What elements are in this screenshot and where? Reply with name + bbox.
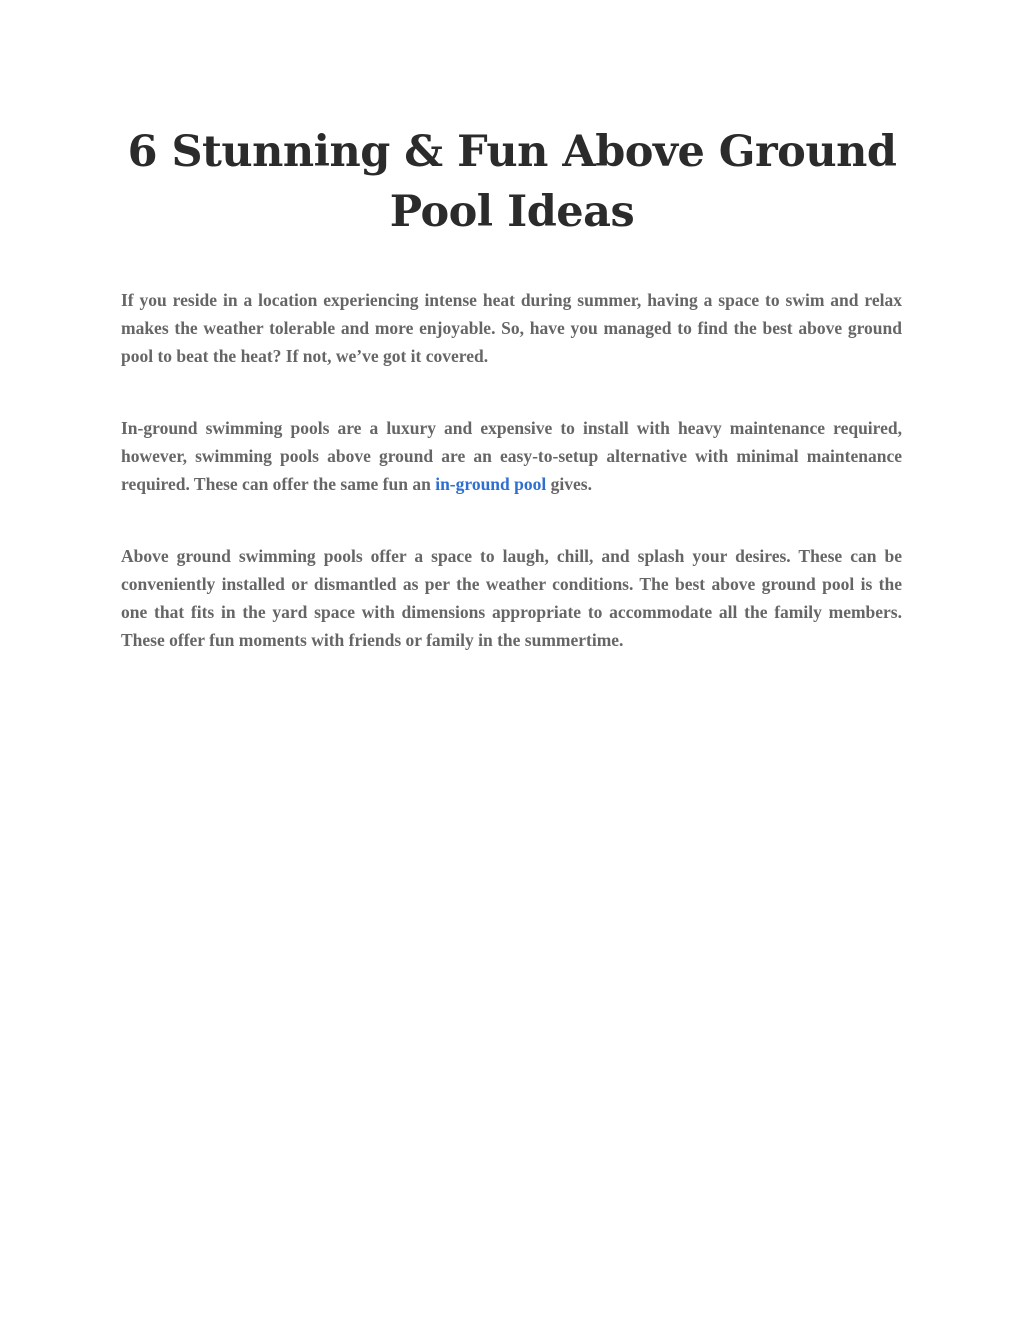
paragraph-intro	[121, 286, 902, 370]
in-ground-pool-link[interactable]: in-ground pool	[435, 474, 547, 494]
paragraph-above-ground	[121, 542, 902, 654]
paragraph-in-ground	[121, 414, 902, 498]
paragraph-text-after-link: gives.	[546, 474, 592, 494]
paragraph-text-before-link: In-ground swimming pools are a luxury and expensive to install with heavy maintenance required, however, swimming pools above ground are an easy-to-setup alternative with minimal maintenance required. These can offer the same fun an	[121, 418, 902, 494]
paragraph-text: If you reside in a location experiencing intense heat during summer, having a space to swim and relax makes the weather tolerable and more enjoyable. So, have you managed to find the best above ground pool to beat the heat? If not, we’ve got it covered.	[121, 290, 902, 366]
paragraph-text: Above ground swimming pools offer a space to laugh, chill, and splash your desires. These can be conveniently installed or dismantled as per the weather conditions. The best above ground pool is the one that fits in the yard space with dimensions appropriate to accommodate all the family members. These offer fun moments with friends or family in the summertime.	[121, 546, 902, 650]
page-title: 6 Stunning & Fun Above Ground Pool Ideas	[127, 127, 897, 237]
